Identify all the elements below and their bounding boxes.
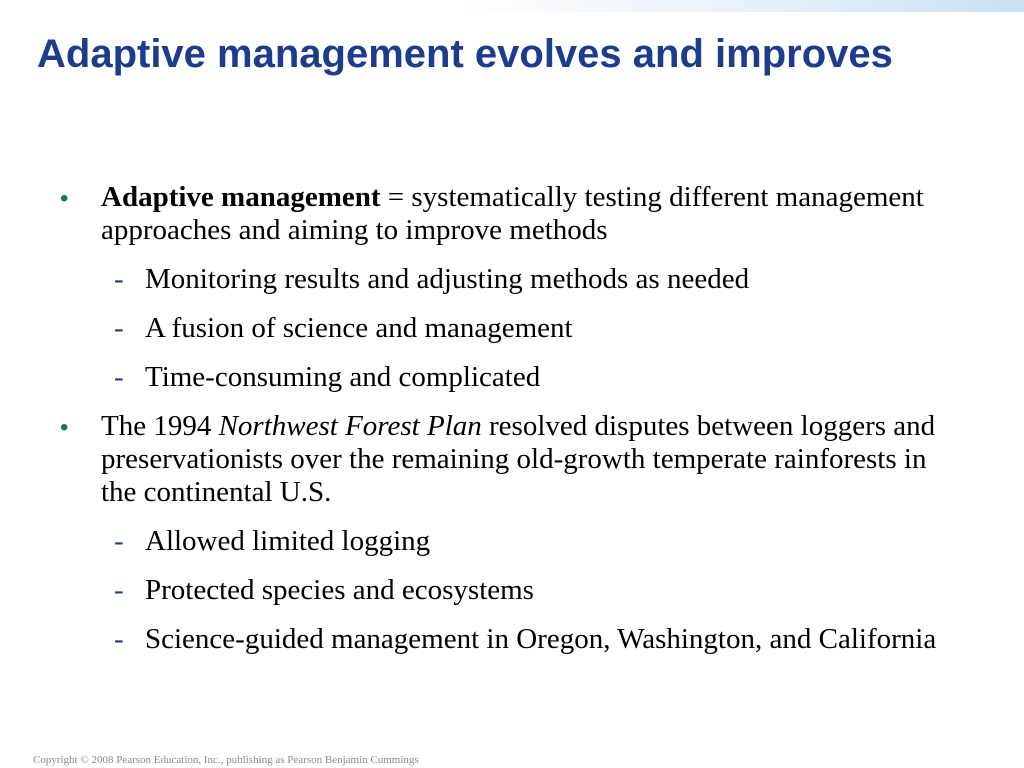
subpoint-text: Time-consuming and complicated (145, 361, 541, 393)
bullet-term: Adaptive management (101, 181, 381, 213)
dash-icon: - (114, 525, 124, 557)
top-gradient-band (0, 0, 1024, 12)
subpoint-text: Allowed limited logging (145, 525, 431, 557)
dash-icon: - (114, 623, 124, 655)
dash-icon: - (114, 361, 124, 393)
bullet-definition: = systematically testing different management approaches and aiming to improve methods (101, 181, 924, 246)
subpoint-text: Science-guided management in Oregon, Washington, and California (145, 623, 937, 655)
subpoint-text: A fusion of science and management (145, 312, 573, 344)
subpoint-text: Monitoring results and adjusting methods as needed (145, 263, 750, 295)
bullet-text-after: resolved disputes between loggers and preservationists over the remaining old-growth temperate rainforests in the continental U.S. (101, 410, 936, 508)
subpoint-monitoring (60, 263, 960, 296)
plan-name: Northwest Forest Plan (218, 410, 482, 442)
subpoint-protected-species (60, 574, 960, 607)
bullet-northwest-forest-plan (60, 410, 960, 509)
subpoint-science-guided (60, 623, 960, 656)
subpoint-limited-logging (60, 525, 960, 558)
copyright-footer: Copyright © 2008 Pearson Education, Inc., publishing as Pearson Benjamin Cummings (33, 754, 419, 766)
bullet-text-before: The 1994 (101, 410, 219, 442)
bullet-adaptive-management (60, 181, 960, 247)
bullet-dot-icon: • (60, 414, 69, 441)
dash-icon: - (114, 263, 124, 295)
slide-content (60, 181, 960, 656)
dash-icon: - (114, 312, 124, 344)
slide-title: Adaptive management evolves and improves (37, 32, 893, 76)
subpoint-text: Protected species and ecosystems (145, 574, 534, 606)
dash-icon: - (114, 574, 124, 606)
subpoint-fusion (60, 312, 960, 345)
subpoint-time-consuming (60, 361, 960, 394)
bullet-dot-icon: • (60, 185, 69, 212)
